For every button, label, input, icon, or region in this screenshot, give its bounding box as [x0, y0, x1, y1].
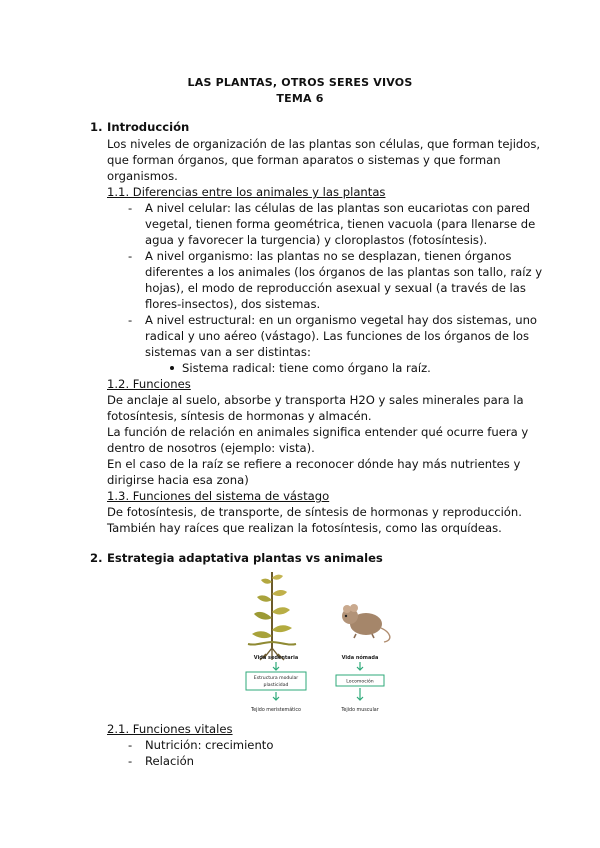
paragraph-line: De fotosíntesis, de transporte, de síntesis de hormonas y reproducción. [107, 505, 522, 519]
section-number: 1. [90, 120, 103, 134]
list-item-line: hojas), el modo de reproducción asexual y sexual (a través de las [145, 281, 526, 295]
list-item: Relación [145, 754, 195, 768]
document-subtitle: TEMA 6 [276, 92, 324, 105]
subsection-heading: 2.1. Funciones vitales [107, 722, 233, 736]
plant-illustration [248, 572, 299, 661]
document-title: LAS PLANTAS, OTROS SERES VIVOS [187, 76, 413, 89]
intro-line: que forman órganos, que forman aparatos o sistemas y que forman [107, 153, 501, 167]
plant-box-line: Estructura modular [253, 676, 299, 681]
list-dash: - [128, 249, 133, 263]
mouse-illustration [342, 604, 390, 642]
list-dash: - [128, 738, 133, 752]
bullet-dot [170, 366, 174, 370]
paragraph-line: La función de relación en animales significa entender qué ocurre fuera y [107, 425, 529, 439]
list-item-line: radical y uno aéreo (vástago). Las funciones de los órganos de los [145, 329, 530, 343]
subsection-heading: 1.3. Funciones del sistema de vástago [107, 489, 330, 503]
plants-vs-animals-figure [226, 566, 406, 718]
animal-result: Tejido muscular [341, 708, 379, 713]
list-item-line: A nivel celular: las células de las plantas son eucariotas con pared [145, 201, 531, 215]
list-item-line: agua y favorecer la turgencia) y cloroplastos (fotosíntesis). [145, 233, 488, 247]
list-item-line: vegetal, tienen forma geométrica, tienen vacuola (para llenarse de [145, 217, 536, 231]
paragraph-line: fotosíntesis, síntesis de hormonas y almacén. [107, 409, 372, 423]
list-item-line: flores-insectos), dos sistemas. [145, 297, 321, 311]
intro-line: organismos. [107, 169, 178, 183]
animal-label: Vida nómada [341, 655, 379, 661]
section-heading: Estrategia adaptativa plantas vs animales [107, 551, 383, 565]
list-item-line: A nivel organismo: las plantas no se desplazan, tienen órganos [145, 249, 512, 263]
bullet-item: Sistema radical: tiene como órgano la raíz. [182, 361, 431, 375]
intro-line: Los niveles de organización de las plantas son células, que forman tejidos, [107, 137, 541, 151]
list-item: Nutrición: crecimiento [145, 738, 274, 752]
paragraph-line: dirigirse hacia esa zona) [107, 473, 249, 487]
paragraph-line: También hay raíces que realizan la fotosíntesis, como las orquídeas. [107, 521, 502, 535]
paragraph-line: En el caso de la raíz se refiere a reconocer dónde hay más nutrientes y [107, 457, 521, 471]
subsection-heading: 1.1. Diferencias entre los animales y las plantas [107, 185, 386, 199]
animal-box-text: Locomoción [346, 679, 374, 685]
subsection-heading: 1.2. Funciones [107, 377, 191, 391]
section-number: 2. [90, 551, 103, 565]
plant-box-line: plasticidad [263, 683, 289, 688]
list-dash: - [128, 201, 133, 215]
list-dash: - [128, 754, 133, 768]
list-item-line: A nivel estructural: en un organismo vegetal hay dos sistemas, uno [145, 313, 538, 327]
list-item-line: diferentes a los animales (los órganos de las plantas son tallo, raíz y [145, 265, 543, 279]
plant-label: Vida sedentaria [253, 655, 299, 661]
paragraph-line: De anclaje al suelo, absorbe y transporta H2O y sales minerales para la [107, 393, 524, 407]
section-heading: Introducción [107, 120, 190, 134]
list-dash: - [128, 313, 133, 327]
plant-result: Tejido meristemático [251, 708, 301, 713]
paragraph-line: dentro de nosotros (ejemplo: vista). [107, 441, 315, 455]
list-item-line: sistemas van a ser distintas: [145, 345, 311, 359]
